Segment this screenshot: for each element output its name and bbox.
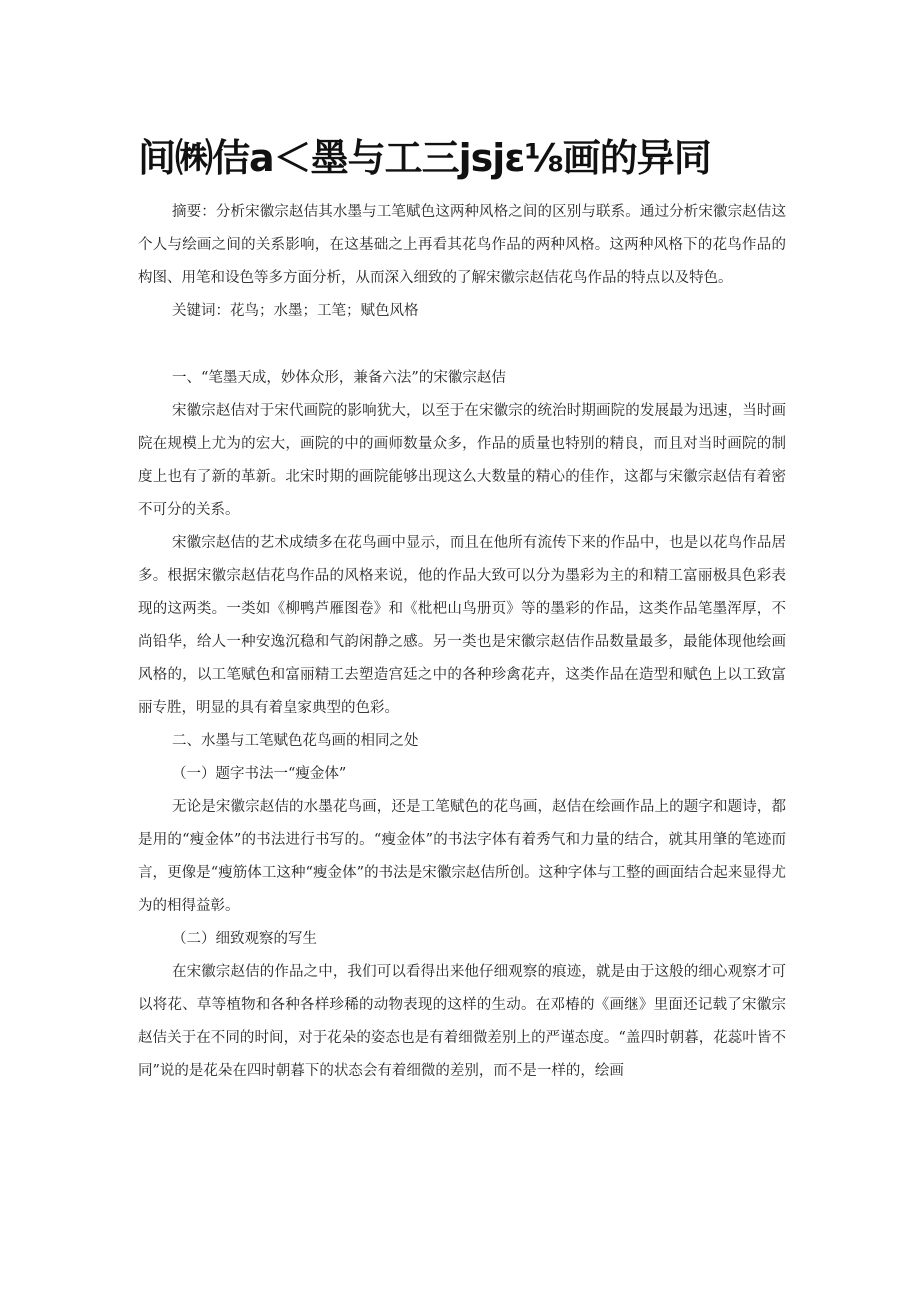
- document-title: 间㈱佶a＜墨与工三jsjɛ⅛画的异同: [138, 136, 711, 180]
- section-1-paragraph-2: 宋徽宗赵佶的艺术成绩多在花鸟画中显示，而且在他所有流传下来的作品中，也是以花鸟作品居多。根据宋徽宗赵佶花鸟作品的风格来说，他的作品大致可以分为墨彩为主的和精工富丽极具色彩表现的这两类。一类如《柳鸭芦雁图卷》和《枇杷山鸟册页》等的墨彩的作品，这类作品笔墨浑厚，不尚铅华，给人一种安逸沉稳和气韵闲静之感。另一类也是宋徽宗赵佶作品数量最多，最能体现他绘画风格的，以工笔赋色和富丽精工去塑造宫廷之中的各种珍禽花卉，这类作品在造型和赋色上以工致富丽专胜，明显的具有着皇家典型的色彩。: [138, 535, 786, 716]
- document-body: [138, 196, 786, 1088]
- section-2-subheading-1: （一）题字书法一“瘦金体”: [172, 766, 347, 782]
- section-2-subsection-1-paragraph: 无论是宋徽宗赵佶的水墨花鸟画，还是工笔赋色的花鸟画，赵佶在绘画作品上的题字和题诗，都是用的“瘦金体”的书法进行书写的。“瘦金体”的书法字体有着秀气和力量的结合，就其用肇的笔迹而言，更像是“瘦筋体工这种“瘦金体”的书法是宋徽宗赵佶所创。这种字体与工整的画面结合起来显得尤为的相得益彰。: [138, 799, 786, 914]
- section-2-heading: 二、水墨与工笔赋色花鸟画的相同之处: [172, 733, 419, 749]
- paragraph-gap: [138, 328, 786, 362]
- section-1-heading: 一、“笔墨天成，妙体众形，兼备六法”的宋徽宗赵佶: [172, 370, 506, 386]
- abstract-paragraph: 摘要：分析宋徽宗赵佶其水墨与工笔赋色这两种风格之间的区别与联系。通过分析宋徽宗赵佶这个人与绘画之间的关系影响，在这基础之上再看其花鸟作品的两种风格。这两种风格下的花鸟作品的构图、用笔和设色等多方面分析，从而深入细致的了解宋徽宗赵佶花鸟作品的特点以及特色。: [138, 204, 786, 286]
- section-2-subheading-2: （二）细致观察的写生: [172, 931, 317, 947]
- section-2-subsection-2-paragraph: 在宋徽宗赵佶的作品之中，我们可以看得出来他仔细观察的痕迹，就是由于这般的细心观察才可以将花、草等植物和各种各样珍稀的动物表现的这样的生动。在邓椿的《画继》里面还记载了宋徽宗赵佶关于在不同的时间，对于花朵的姿态也是有着细微差别上的严谨态度。“盖四时朝暮，花蕊叶皆不同”说的是花朵在四时朝暮下的状态会有着细微的差别，而不是一样的，绘画: [138, 964, 786, 1079]
- keywords-line: 关键词：花鸟；水墨；工笔；赋色风格: [172, 303, 419, 319]
- section-1-paragraph-1: 宋徽宗赵佶对于宋代画院的影响犹大，以至于在宋徽宗的统治时期画院的发展最为迅速，当时画院在规模上尤为的宏大，画院的中的画师数量众多，作品的质量也特别的精良，而且对当时画院的制度上也有了新的革新。北宋时期的画院能够出现这么大数量的精心的佳作，这都与宋徽宗赵佶有着密不可分的关系。: [138, 403, 786, 518]
